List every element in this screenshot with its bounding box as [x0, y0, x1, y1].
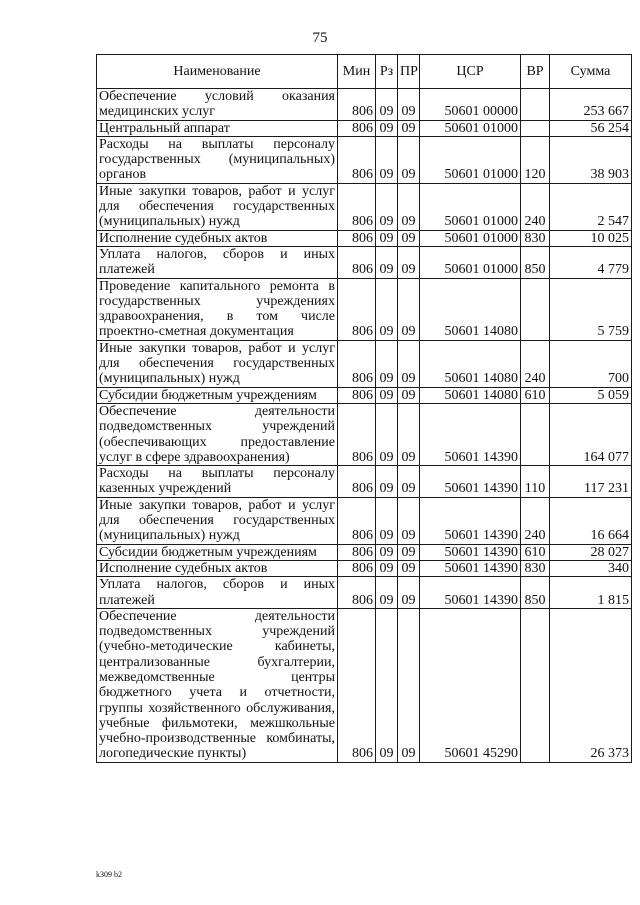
row-name: Субсидии бюджетным учреждениям [97, 544, 338, 560]
row-pr: 09 [398, 278, 420, 340]
row-pr: 09 [398, 340, 420, 387]
table-row [97, 387, 632, 403]
row-sum: 10 025 [550, 230, 632, 246]
row-name: Центральный аппарат [97, 120, 338, 136]
row-pr: 09 [398, 497, 420, 544]
row-rz: 09 [376, 608, 398, 762]
row-vr: 850 [521, 246, 550, 278]
header-name: Наименование [97, 55, 338, 89]
row-min: 806 [338, 278, 376, 340]
row-sum: 4 779 [550, 246, 632, 278]
budget-table [96, 54, 632, 763]
row-pr: 09 [398, 608, 420, 762]
row-min: 806 [338, 577, 376, 609]
header-csr: ЦСР [420, 55, 521, 89]
row-vr [521, 89, 550, 121]
row-pr: 09 [398, 544, 420, 560]
row-min: 806 [338, 120, 376, 136]
row-pr: 09 [398, 89, 420, 121]
row-vr: 240 [521, 183, 550, 230]
row-rz: 09 [376, 136, 398, 183]
row-vr: 240 [521, 340, 550, 387]
row-min: 806 [338, 403, 376, 465]
row-name: Исполнение судебных актов [97, 230, 338, 246]
row-sum: 16 664 [550, 497, 632, 544]
row-name: Субсидии бюджетным учреждениям [97, 387, 338, 403]
row-sum: 164 077 [550, 403, 632, 465]
row-min: 806 [338, 560, 376, 576]
row-vr: 850 [521, 577, 550, 609]
row-min: 806 [338, 183, 376, 230]
row-sum: 26 373 [550, 608, 632, 762]
row-name: Обеспечение условий оказания медицинских услуг [97, 89, 338, 121]
row-rz: 09 [376, 230, 398, 246]
row-name: Обеспечение деятельности подведомственных учреждений (учебно-методические кабинеты, централизованные бухгалтерии, межведомственные центры бюджетного учета и отчетности, группы хозяйственного обслуживания, учебные фильмотеки, межшкольные учебно-производственные комбинаты, логопедические пункты) [97, 608, 338, 762]
header-pr: ПР [398, 55, 420, 89]
row-name: Проведение капитального ремонта в государственных учреждениях здравоохранения, в том числе проектно-сметная документация [97, 278, 338, 340]
row-sum: 5 759 [550, 278, 632, 340]
row-csr: 50601 00000 [420, 89, 521, 121]
row-name: Исполнение судебных актов [97, 560, 338, 576]
row-csr: 50601 14390 [420, 544, 521, 560]
row-pr: 09 [398, 183, 420, 230]
header-sum: Сумма [550, 55, 632, 89]
table-header-row [97, 55, 632, 89]
row-csr: 50601 01000 [420, 246, 521, 278]
row-csr: 50601 01000 [420, 120, 521, 136]
row-sum: 1 815 [550, 577, 632, 609]
row-csr: 50601 14390 [420, 577, 521, 609]
row-rz: 09 [376, 340, 398, 387]
table-row [97, 136, 632, 183]
row-min: 806 [338, 544, 376, 560]
row-csr: 50601 14080 [420, 340, 521, 387]
table-row [97, 183, 632, 230]
row-min: 806 [338, 136, 376, 183]
row-vr [521, 278, 550, 340]
row-min: 806 [338, 497, 376, 544]
row-pr: 09 [398, 120, 420, 136]
row-rz: 09 [376, 497, 398, 544]
row-vr: 110 [521, 466, 550, 498]
table-row [97, 246, 632, 278]
row-csr: 50601 14390 [420, 466, 521, 498]
row-sum: 340 [550, 560, 632, 576]
row-min: 806 [338, 246, 376, 278]
row-rz: 09 [376, 278, 398, 340]
row-min: 806 [338, 230, 376, 246]
row-csr: 50601 01000 [420, 136, 521, 183]
table-row [97, 577, 632, 609]
row-min: 806 [338, 466, 376, 498]
header-vr: ВР [521, 55, 550, 89]
row-name: Иные закупки товаров, работ и услуг для обеспечения государственных (муниципальных) нужд [97, 183, 338, 230]
row-rz: 09 [376, 403, 398, 465]
row-sum: 38 903 [550, 136, 632, 183]
row-vr: 240 [521, 497, 550, 544]
header-rz: Рз [376, 55, 398, 89]
row-vr: 830 [521, 560, 550, 576]
row-name: Иные закупки товаров, работ и услуг для обеспечения государственных (муниципальных) нужд [97, 497, 338, 544]
row-sum: 5 059 [550, 387, 632, 403]
row-csr: 50601 14390 [420, 403, 521, 465]
row-sum: 253 667 [550, 89, 632, 121]
footer-code: k309 b2 [96, 870, 122, 879]
row-rz: 09 [376, 183, 398, 230]
row-name: Иные закупки товаров, работ и услуг для обеспечения государственных (муниципальных) нужд [97, 340, 338, 387]
row-name: Обеспечение деятельности подведомственных учреждений (обеспечивающих предоставление услуг в сфере здравоохранения) [97, 403, 338, 465]
row-min: 806 [338, 89, 376, 121]
row-name: Уплата налогов, сборов и иных платежей [97, 577, 338, 609]
row-csr: 50601 14390 [420, 497, 521, 544]
row-rz: 09 [376, 387, 398, 403]
row-pr: 09 [398, 136, 420, 183]
table-row [97, 608, 632, 762]
row-name: Расходы на выплаты персоналу государственных (муниципальных) органов [97, 136, 338, 183]
row-pr: 09 [398, 246, 420, 278]
row-sum: 2 547 [550, 183, 632, 230]
row-pr: 09 [398, 466, 420, 498]
row-pr: 09 [398, 403, 420, 465]
row-pr: 09 [398, 230, 420, 246]
row-sum: 700 [550, 340, 632, 387]
row-name: Уплата налогов, сборов и иных платежей [97, 246, 338, 278]
table-row [97, 466, 632, 498]
row-rz: 09 [376, 544, 398, 560]
row-csr: 50601 45290 [420, 608, 521, 762]
row-rz: 09 [376, 120, 398, 136]
row-sum: 56 254 [550, 120, 632, 136]
row-name: Расходы на выплаты персоналу казенных учреждений [97, 466, 338, 498]
row-vr: 610 [521, 544, 550, 560]
row-vr: 610 [521, 387, 550, 403]
table-row [97, 497, 632, 544]
row-pr: 09 [398, 387, 420, 403]
page-number: 75 [312, 30, 328, 46]
row-pr: 09 [398, 577, 420, 609]
row-pr: 09 [398, 560, 420, 576]
row-csr: 50601 01000 [420, 230, 521, 246]
table-row [97, 230, 632, 246]
row-vr: 830 [521, 230, 550, 246]
table-row [97, 278, 632, 340]
row-rz: 09 [376, 577, 398, 609]
row-min: 806 [338, 387, 376, 403]
row-min: 806 [338, 608, 376, 762]
row-rz: 09 [376, 89, 398, 121]
row-rz: 09 [376, 246, 398, 278]
table-row [97, 340, 632, 387]
row-sum: 117 231 [550, 466, 632, 498]
row-vr [521, 120, 550, 136]
row-csr: 50601 14080 [420, 278, 521, 340]
table-row [97, 89, 632, 121]
row-vr [521, 403, 550, 465]
row-min: 806 [338, 340, 376, 387]
header-min: Мин [338, 55, 376, 89]
row-sum: 28 027 [550, 544, 632, 560]
table-row [97, 403, 632, 465]
table-row [97, 120, 632, 136]
row-vr [521, 608, 550, 762]
row-csr: 50601 01000 [420, 183, 521, 230]
row-rz: 09 [376, 560, 398, 576]
row-csr: 50601 14080 [420, 387, 521, 403]
table-row [97, 544, 632, 560]
table-row [97, 560, 632, 576]
row-rz: 09 [376, 466, 398, 498]
row-vr: 120 [521, 136, 550, 183]
row-csr: 50601 14390 [420, 560, 521, 576]
